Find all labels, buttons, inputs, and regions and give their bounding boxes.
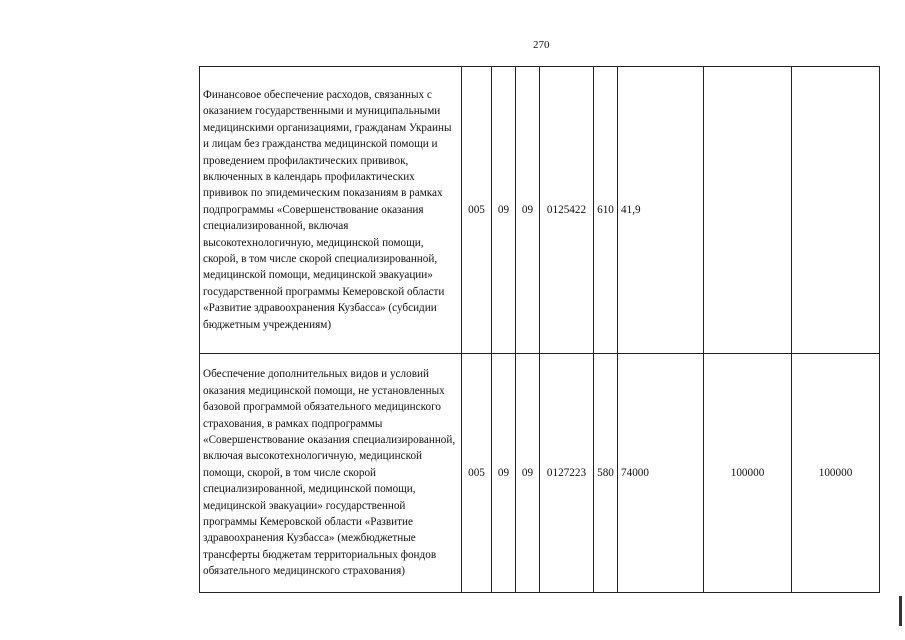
table-row bbox=[200, 354, 880, 593]
amount-year-2-cell bbox=[704, 67, 792, 354]
row-description: Обеспечение дополнительных видов и условий оказания медицинской помощи, не установленных базовой программой обязательного медицинского страхования, в рамках подпрограммы «Совершенствование оказания специализированной, включая высокотехнологичную, медицинской помощи, скорой, в том числе скорой специализированной, медицинской помощи, медицинской эвакуации» государственной программы Кемеровской области «Развитие здравоохранения Кузбасса» (межбюджетные трансферты бюджетам территориальных фондов обязательного медицинского страхования) bbox=[200, 354, 462, 593]
row-description: Финансовое обеспечение расходов, связанных с оказанием государственными и муниципальными медицинскими организациями, гражданам Украины и лицам без гражданства медицинской помощи и проведением профилактических прививок, включенных в календарь профилактических прививок по эпидемическим показаниям в рамках подпрограммы «Совершенствование оказания специализированной, включая высокотехнологичную, медицинской помощи, скорой, в том числе скорой специализированной, медицинской помощи, медицинской эвакуации» государственной программы Кемеровской области «Развитие здравоохранения Кузбасса» (субсидии бюджетным учреждениям) bbox=[200, 67, 462, 354]
amount-year-1-cell: 41,9 bbox=[618, 67, 704, 354]
table-row bbox=[200, 67, 880, 354]
ministry-code-cell: 005 bbox=[462, 67, 492, 354]
amount-year-1-cell: 74000 bbox=[618, 354, 704, 593]
amount-year-2-cell: 100000 bbox=[704, 354, 792, 593]
subsection-cell: 09 bbox=[516, 354, 540, 593]
expense-type-cell: 610 bbox=[594, 67, 618, 354]
target-article-cell: 0127223 bbox=[540, 354, 594, 593]
ministry-code-cell: 005 bbox=[462, 354, 492, 593]
amount-year-3-cell: 100000 bbox=[792, 354, 880, 593]
expense-type-cell: 580 bbox=[594, 354, 618, 593]
subsection-cell: 09 bbox=[516, 67, 540, 354]
target-article-cell: 0125422 bbox=[540, 67, 594, 354]
page-number: 270 bbox=[533, 39, 550, 51]
scan-edge-mark bbox=[899, 596, 902, 626]
section-cell: 09 bbox=[492, 354, 516, 593]
budget-table bbox=[199, 66, 880, 593]
section-cell: 09 bbox=[492, 67, 516, 354]
amount-year-3-cell bbox=[792, 67, 880, 354]
